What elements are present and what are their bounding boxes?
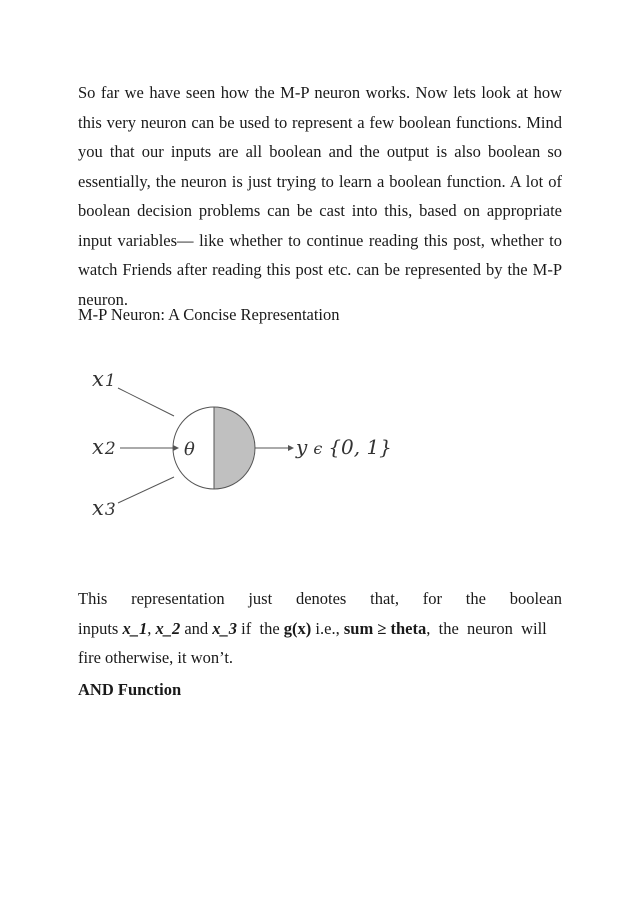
intro-paragraph: So far we have seen how the M-P neuron works. Now lets look at how this very neuron can be used to represent a few boolean functions. Mind you that our inputs are all boolean and the output is also boolean so essentially, the neuron is just trying to learn a boolean function. A lot of boolean decision problems can be cast into this, based on appropriate input variables— like whether to continue reading this post, whether to watch Friends after reading this post etc. can be represented by the M-P neuron. xyxy=(78,83,562,309)
input-2-arrowhead xyxy=(173,445,179,451)
x2-term: x_2 xyxy=(155,618,181,638)
input-3-edge xyxy=(118,477,174,503)
sum-theta-term: sum ≥ theta xyxy=(343,618,427,638)
word: representation xyxy=(131,589,225,608)
mp-neuron-diagram xyxy=(78,360,408,530)
word: just xyxy=(248,589,273,608)
word: boolean xyxy=(509,589,562,608)
threshold-label: θ xyxy=(184,439,195,460)
representation-paragraph xyxy=(78,584,562,673)
x1-term: x_1 xyxy=(122,618,148,638)
word: that, xyxy=(370,589,399,608)
output-label: y ϵ {0, 1} xyxy=(296,435,392,459)
and-function-heading: AND Function xyxy=(78,680,182,699)
representation-line-2: inputs x_1, x_2 and x_3 if the g(x) i.e., sum ≥ theta, the neuron will xyxy=(78,618,547,638)
input-2-label: x2 xyxy=(92,435,116,459)
word: for xyxy=(422,589,443,608)
output-arrowhead xyxy=(288,445,294,451)
word: denotes xyxy=(295,589,347,608)
x3-term: x_3 xyxy=(212,618,238,638)
neuron-shaded-half xyxy=(214,407,255,489)
word: the xyxy=(465,589,486,608)
word: This xyxy=(78,589,108,608)
section-heading: M-P Neuron: A Concise Representation xyxy=(78,305,340,324)
representation-line-1 xyxy=(78,584,562,614)
input-3-label: x3 xyxy=(92,496,116,520)
input-1-edge xyxy=(118,388,174,416)
input-1-label: x1 xyxy=(92,367,116,391)
gx-term: g(x) xyxy=(283,618,312,638)
representation-line-3: fire otherwise, it won’t. xyxy=(78,648,234,667)
mp-neuron-svg xyxy=(78,360,408,530)
